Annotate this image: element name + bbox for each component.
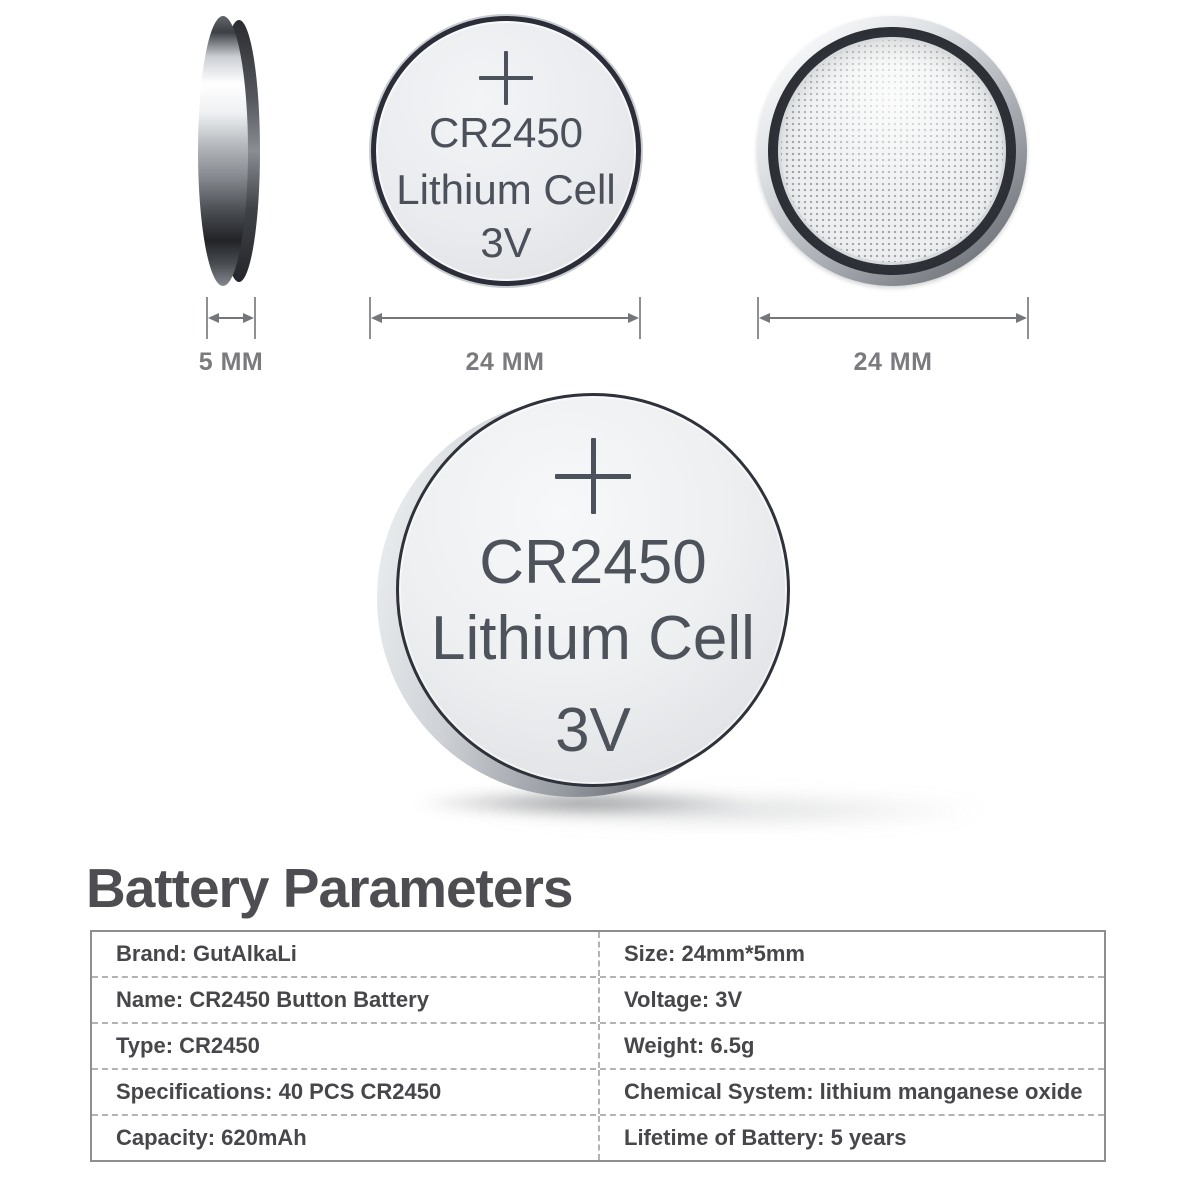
battery-type-text: Lithium Cell (396, 166, 616, 213)
plus-vertical-bar (591, 438, 596, 514)
battery-side-view-graphic (197, 13, 261, 289)
battery-model-text: CR2450 (428, 109, 584, 156)
positive-terminal-icon (479, 51, 533, 105)
battery-front-view (371, 16, 641, 286)
table-row (92, 1024, 1104, 1070)
double-arrow-icon (761, 317, 1025, 319)
table-cell-voltage: Voltage: 3V (598, 978, 1104, 1022)
battery-back-view (757, 16, 1027, 286)
table-cell-capacity: Capacity: 620mAh (116, 1125, 307, 1150)
battery-back-textured-face (778, 37, 1006, 265)
table-cell-type: Type: CR2450 (116, 1033, 260, 1058)
table-row (92, 1116, 1104, 1160)
plus-vertical-bar (504, 51, 508, 105)
table-row (92, 1070, 1104, 1116)
dimension-label-back-diameter: 24 MM (853, 348, 933, 376)
dimension-arrow-front-diameter (369, 297, 641, 339)
battery-voltage-text: 3V (555, 696, 631, 765)
dimension-tick (1027, 297, 1029, 339)
battery-side-view (197, 13, 261, 289)
table-row (92, 932, 1104, 978)
table-row (92, 978, 1104, 1024)
table-cell-name: Name: CR2450 Button Battery (116, 987, 429, 1012)
dimension-tick (254, 297, 256, 339)
table-cell-brand: Brand: GutAlkaLi (116, 941, 297, 966)
dimension-label-front-diameter: 24 MM (465, 348, 545, 376)
table-cell-chemical-system: Chemical System: lithium manganese oxide (598, 1070, 1104, 1114)
positive-terminal-icon (555, 438, 631, 514)
table-cell-specifications: Specifications: 40 PCS CR2450 (116, 1079, 442, 1104)
battery-voltage-text: 3V (480, 219, 532, 266)
table-cell-lifetime: Lifetime of Battery: 5 years (598, 1116, 1104, 1160)
hero-battery-front-face (396, 393, 790, 787)
dimension-label-thickness: 5 MM (198, 348, 264, 376)
dimension-arrow-thickness (206, 297, 256, 339)
parameters-table (90, 930, 1106, 1162)
table-cell-size: Size: 24mm*5mm (598, 932, 1104, 976)
battery-model-text: CR2450 (479, 528, 707, 597)
double-arrow-icon (210, 317, 252, 319)
table-cell-weight: Weight: 6.5g (598, 1024, 1104, 1068)
dimension-arrow-back-diameter (757, 297, 1029, 339)
battery-type-text: Lithium Cell (431, 604, 755, 673)
double-arrow-icon (373, 317, 637, 319)
section-title: Battery Parameters (86, 857, 573, 919)
dimension-tick (639, 297, 641, 339)
